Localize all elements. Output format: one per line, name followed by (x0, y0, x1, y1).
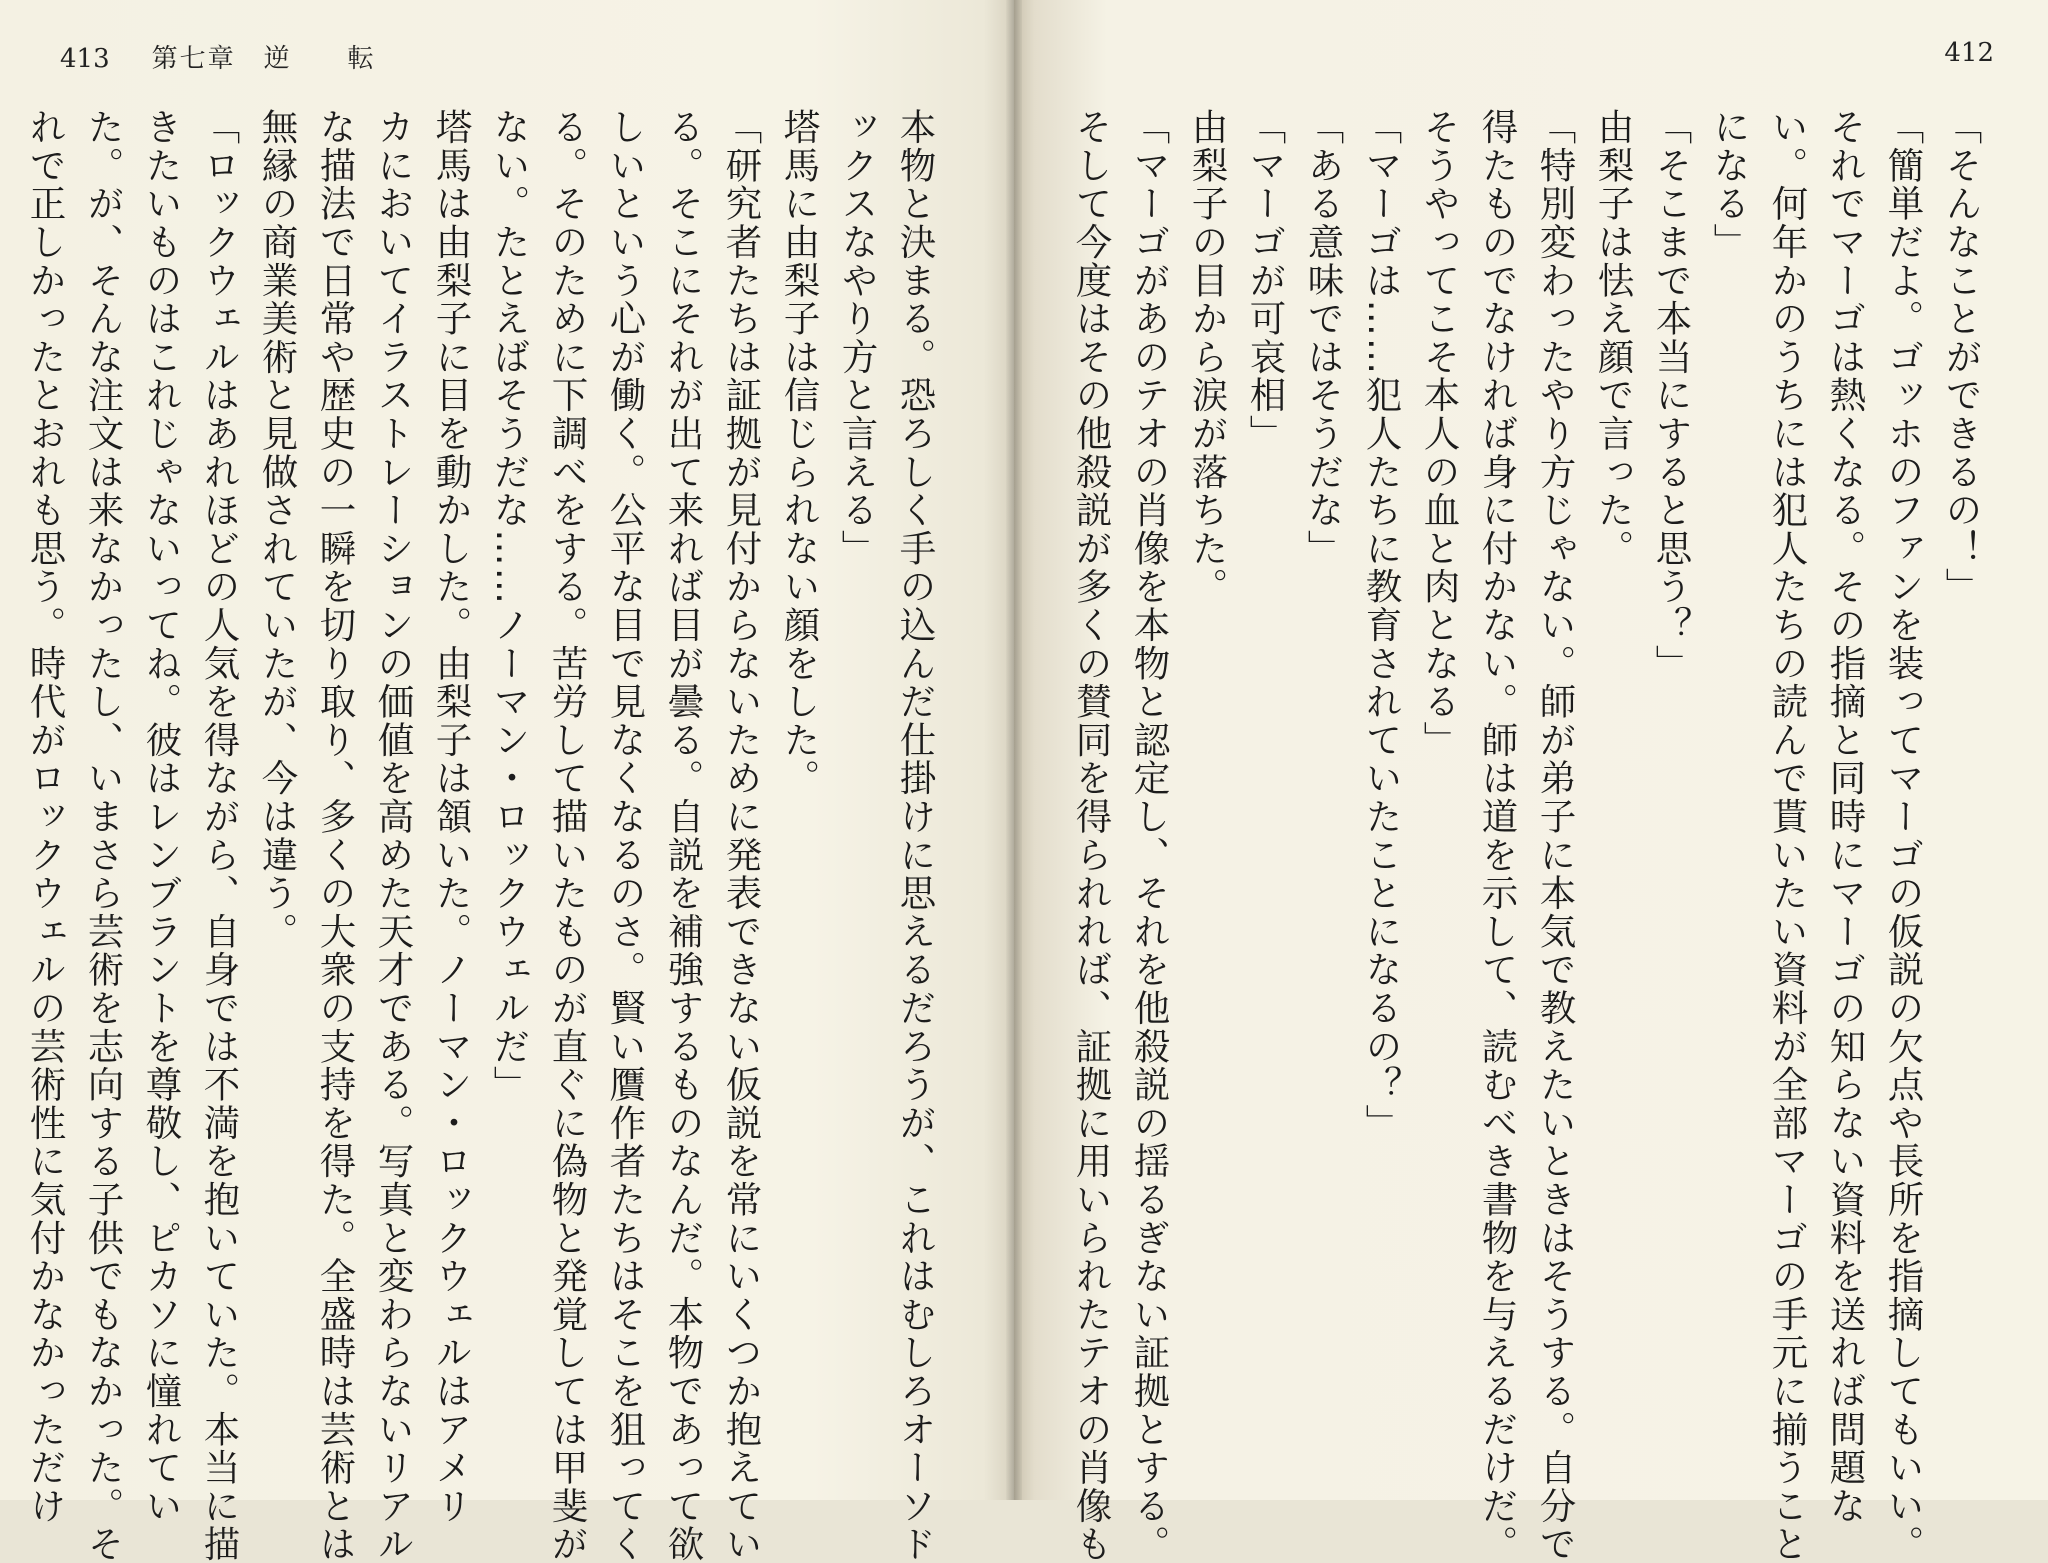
text-line: 「ロックウェルはあれほどの人気を得ながら、自身では不満を抱いていた。本当に描 (198, 108, 241, 1563)
text-line: 得たものでなければ身に付かない。師は道を示して、読むべき書物を与えるだけだ。 (1476, 108, 1519, 1563)
text-line: 「マーゴが可哀相」 (1244, 108, 1287, 453)
text-line: 「そこまで本当にすると思う？」 (1650, 108, 1693, 683)
text-line: それでマーゴは熱くなる。その指摘と同時にマーゴの知らない資料を送れば問題な (1824, 108, 1867, 1526)
text-line: 無縁の商業美術と見做されていたが、今は違う。 (256, 108, 299, 951)
left-page-number: 413 (60, 44, 110, 74)
text-line: 「研究者たちは証拠が見付からないために発表できない仮説を常にいくつか抱えてい (720, 108, 763, 1563)
text-line: 「簡単だよ。ゴッホのファンを装ってマーゴの仮説の欠点や長所を指摘してもいい。 (1882, 108, 1925, 1563)
text-line: 「マーゴがあのテオの肖像を本物と認定し、それを他殺説の揺るぎない証拠とする。 (1128, 108, 1171, 1563)
text-line: 由梨子は怯え顔で言った。 (1592, 108, 1635, 568)
text-line: る。そこにそれが出て来れば目が曇る。自説を補強するものなんだ。本物であって欲 (662, 108, 705, 1563)
text-line: 由梨子の目から涙が落ちた。 (1186, 108, 1229, 606)
text-line: 「特別変わったやり方じゃない。師が弟子に本気で教えたいときはそうする。自分で (1534, 108, 1577, 1563)
text-line: な描法で日常や歴史の一瞬を切り取り、多くの大衆の支持を得た。全盛時は芸術とは (314, 108, 357, 1563)
text-line: る。そのために下調べをする。苦労して描いたものが直ぐに偽物と発覚しては甲斐が (546, 108, 589, 1563)
right-page-number: 412 (1944, 38, 1994, 68)
book-gutter (1006, 0, 1022, 1500)
text-line: きたいものはこれじゃないってね。彼はレンブラントを尊敬し、ピカソに憧れてい (140, 108, 183, 1526)
text-line: になる」 (1708, 108, 1751, 262)
chapter-title: 第七章 逆 転 (151, 44, 376, 74)
right-page-body (1050, 108, 1990, 1563)
left-page (0, 0, 1014, 1563)
text-line: 塔馬は由梨子に目を動かした。由梨子は頷いた。ノーマン・ロックウェルはアメリ (430, 108, 473, 1526)
text-line: 「ある意味ではそうだな」 (1302, 108, 1345, 568)
text-line: 「マーゴは……犯人たちに教育されていたことになるの？」 (1360, 108, 1403, 1143)
text-line: 塔馬に由梨子は信じられない顔をした。 (778, 108, 821, 798)
text-line: ックスなやり方と言える」 (836, 108, 879, 568)
text-line: しいという心が働く。公平な目で見なくなるのさ。賢い贋作者たちはそこを狙ってく (604, 108, 647, 1563)
text-line: そうやってこそ本人の血と肉となる」 (1418, 108, 1461, 760)
text-line: 「そんなことができるの！」 (1940, 108, 1983, 606)
left-page-body (24, 108, 944, 1563)
text-line: そして今度はその他殺説が多くの賛同を得られれば、証拠に用いられたテオの肖像も (1070, 108, 1113, 1563)
left-page-header (60, 38, 376, 75)
text-line: ない。たとえばそうだな……ノーマン・ロックウェルだ」 (488, 108, 531, 1104)
text-line: た。が、そんな注文は来なかったし、いまさら芸術を志向する子供でもなかった。そ (82, 108, 125, 1563)
text-line: 本物と決まる。恐ろしく手の込んだ仕掛けに思えるだろうが、これはむしろオーソド (894, 108, 937, 1563)
text-line: い。何年かのうちには犯人たちの読んで貰いたい資料が全部マーゴの手元に揃うこと (1766, 108, 1809, 1563)
text-line: れで正しかったとおれも思う。時代がロックウェルの芸術性に気付かなかっただけ (24, 108, 67, 1526)
right-page (1014, 0, 2048, 1563)
text-line: カにおいてイラストレーションの価値を高めた天才である。写真と変わらないリアル (372, 108, 415, 1563)
